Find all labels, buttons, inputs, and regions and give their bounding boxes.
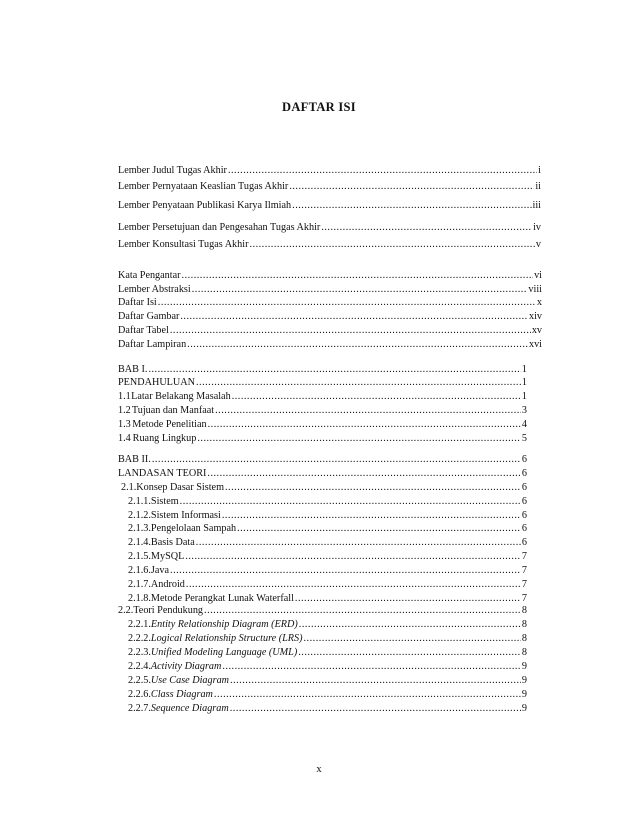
toc-entry[interactable]: [118, 325, 542, 337]
toc-entry[interactable]: [118, 297, 542, 309]
toc-entry[interactable]: [118, 419, 527, 431]
toc-entry-label: Lember Pernyataan Keaslian Tugas Akhir: [118, 181, 289, 192]
toc-entry[interactable]: [118, 661, 527, 673]
toc-entry-page: 9: [521, 675, 527, 686]
toc-entry-page: viii: [528, 284, 542, 295]
toc-entry-number: 2.1.3.: [128, 523, 151, 534]
toc-leader-dots: [298, 647, 521, 659]
toc-entry-number: 2.2.3.: [128, 647, 151, 658]
toc-entry-label: Metode Perangkat Lunak Waterfall: [150, 593, 294, 604]
toc-leader-dots: [295, 593, 521, 605]
toc-entry-page: 1: [521, 364, 527, 375]
toc-entry-page: 1: [521, 377, 527, 388]
toc-entry-page: 6: [521, 537, 527, 548]
toc-leader-dots: [222, 661, 521, 673]
toc-entry-number: 1.3: [118, 419, 131, 430]
toc-leader-dots: [208, 419, 521, 431]
toc-leader-dots: [232, 391, 521, 403]
toc-entry-label: Ruang Lingkup: [132, 433, 197, 444]
toc-leader-dots: [152, 454, 521, 466]
toc-entry[interactable]: [118, 364, 527, 376]
toc-entry-label: Use Case Diagram: [150, 675, 230, 686]
toc-leader-dots: [292, 200, 531, 212]
toc-entry-page: 6: [521, 454, 527, 465]
toc-entry-page: 7: [521, 593, 527, 604]
toc-entry-number: 2.1.8.: [128, 593, 151, 604]
toc-leader-dots: [170, 325, 531, 337]
toc-entry-page: 9: [521, 703, 527, 714]
toc-entry-label: Java: [150, 565, 170, 576]
toc-entry-page: v: [535, 239, 541, 250]
toc-entry-page: iii: [532, 200, 541, 211]
toc-entry-label: Sequence Diagram: [150, 703, 229, 714]
toc-entry[interactable]: [118, 454, 527, 466]
toc-entry-page: 9: [521, 689, 527, 700]
toc-entry-page: 5: [521, 433, 527, 444]
toc-entry-page: 1: [521, 391, 527, 402]
toc-leader-dots: [237, 523, 521, 535]
toc-leader-dots: [197, 433, 521, 445]
page-title: DAFTAR ISI: [282, 100, 356, 114]
toc-entry[interactable]: [118, 391, 527, 403]
toc-entry-page: x: [536, 297, 542, 308]
toc-entry-label: Activity Diagram: [150, 661, 222, 672]
toc-entry-number: 2.2.1.: [128, 619, 151, 630]
toc-entry-page: xvi: [528, 339, 542, 350]
toc-leader-dots: [289, 181, 534, 193]
toc-entry-label: Daftar Gambar: [118, 311, 180, 322]
toc-leader-dots: [228, 165, 537, 177]
toc-leader-dots: [215, 405, 521, 417]
toc-leader-dots: [187, 339, 528, 351]
toc-entry-page: 7: [521, 565, 527, 576]
toc-entry-page: 6: [521, 496, 527, 507]
toc-entry[interactable]: [118, 593, 527, 605]
toc-entry[interactable]: [118, 181, 541, 193]
toc-entry[interactable]: [118, 270, 542, 282]
toc-entry[interactable]: [118, 537, 527, 549]
toc-entry-label: Lember Persetujuan dan Pengesahan Tugas Akhir: [118, 222, 321, 233]
toc-entry-page: 6: [521, 523, 527, 534]
toc-entry-number: 2.2.5.: [128, 675, 151, 686]
toc-entry-label: Basis Data: [150, 537, 195, 548]
toc-entry-number: 2.1.5.: [128, 551, 151, 562]
toc-entry[interactable]: [118, 605, 527, 617]
toc-entry[interactable]: [118, 579, 527, 591]
toc-entry-number: 2.2.2.: [128, 633, 151, 644]
toc-entry-label: BAB I.: [118, 364, 148, 375]
toc-entry-page: 8: [521, 619, 527, 630]
toc-entry-label: Sistem Informasi: [150, 510, 221, 521]
toc-entry-page: xv: [531, 325, 542, 336]
toc-entry-label: LANDASAN TEORI: [118, 468, 207, 479]
toc-entry[interactable]: [118, 523, 527, 535]
toc-leader-dots: [304, 633, 521, 645]
toc-entry-page: 3: [521, 405, 527, 416]
toc-leader-dots: [230, 675, 521, 687]
toc-entry-page: 8: [521, 605, 527, 616]
toc-entry[interactable]: [118, 239, 541, 251]
toc-entry[interactable]: [118, 200, 541, 212]
toc-leader-dots: [186, 579, 521, 591]
toc-leader-dots: [182, 270, 534, 282]
toc-entry-number: 2.2.6.: [128, 689, 151, 700]
toc-leader-dots: [321, 222, 532, 234]
toc-entry-number: 2.2.4.: [128, 661, 151, 672]
toc-entry[interactable]: [118, 468, 527, 480]
toc-leader-dots: [204, 605, 521, 617]
toc-entry-label: Android: [150, 579, 185, 590]
toc-entry-page: 8: [521, 647, 527, 658]
toc-leader-dots: [185, 551, 521, 563]
toc-entry-number: 2.2.: [118, 605, 134, 616]
toc-entry-number: 1.1: [118, 391, 131, 402]
toc-leader-dots: [158, 297, 536, 309]
toc-entry-number: 2.1.: [121, 482, 137, 493]
toc-entry-page: 7: [521, 551, 527, 562]
toc-entry-page: 4: [521, 419, 527, 430]
page-number: x: [316, 764, 322, 775]
toc-leader-dots: [180, 496, 521, 508]
toc-entry-page: 6: [521, 468, 527, 479]
toc-entry[interactable]: [118, 165, 541, 177]
toc-entry-number: 2.1.6.: [128, 565, 151, 576]
toc-entry-label: Logical Relationship Structure (LRS): [150, 633, 303, 644]
toc-entry-label: Pengelolaan Sampah: [150, 523, 237, 534]
toc-entry[interactable]: [118, 689, 527, 701]
toc-entry-label: Daftar Isi: [118, 297, 157, 308]
toc-entry-number: 2.1.7.: [128, 579, 151, 590]
toc-entry[interactable]: [118, 633, 527, 645]
toc-entry-label: Kata Pengantar: [118, 270, 181, 281]
toc-entry-label: Daftar Lampiran: [118, 339, 187, 350]
toc-entry-label: Unified Modeling Language (UML): [150, 647, 298, 658]
toc-entry-page: 9: [521, 661, 527, 672]
toc-entry-label: Lember Judul Tugas Akhir: [118, 165, 227, 176]
toc-entry-label: Class Diagram: [150, 689, 213, 700]
toc-entry-number: 2.1.2.: [128, 510, 151, 521]
toc-leader-dots: [192, 284, 528, 296]
toc-entry[interactable]: [118, 551, 527, 563]
toc-entry-label: Sistem: [150, 496, 179, 507]
toc-entry-label: Konsep Dasar Sistem: [136, 482, 224, 493]
toc-entry-label: Lember Konsultasi Tugas Akhir: [118, 239, 249, 250]
toc-entry[interactable]: [118, 647, 527, 659]
toc-entry-label: MySQL: [150, 551, 185, 562]
toc-entry-label: Entity Relationship Diagram (ERD): [150, 619, 298, 630]
toc-entry-page: i: [538, 165, 541, 176]
toc-entry[interactable]: [118, 284, 542, 296]
toc-entry-page: xiv: [528, 311, 542, 322]
toc-entry-page: iv: [533, 222, 541, 233]
toc-leader-dots: [196, 537, 521, 549]
toc-entry-label: BAB II.: [118, 454, 151, 465]
toc-entry[interactable]: [118, 482, 527, 494]
toc-leader-dots: [225, 482, 521, 494]
toc-entry-number: 2.2.7.: [128, 703, 151, 714]
toc-entry-label: Metode Penelitian: [132, 419, 207, 430]
toc-leader-dots: [214, 689, 521, 701]
toc-entry[interactable]: [118, 675, 527, 687]
toc-entry-number: 1.4: [118, 433, 131, 444]
toc-entry-page: 7: [521, 579, 527, 590]
toc-entry-label: Daftar Tabel: [118, 325, 169, 336]
toc-entry[interactable]: [118, 619, 527, 631]
toc-entry-label: Lember Abstraksi: [118, 284, 191, 295]
toc-entry-number: 1.2: [118, 405, 131, 416]
toc-entry-page: vi: [534, 270, 542, 281]
toc-entry-page: ii: [535, 181, 541, 192]
toc-entry-page: 8: [521, 633, 527, 644]
toc-entry-label: Lember Penyataan Publikasi Karya Ilmiah: [118, 200, 292, 211]
toc-leader-dots: [196, 377, 521, 389]
toc-entry[interactable]: [118, 565, 527, 577]
toc-entry-label: Latar Belakang Masalah: [131, 391, 231, 402]
toc-entry-page: 6: [521, 510, 527, 521]
toc-entry[interactable]: [118, 433, 527, 445]
toc-entry-number: 2.1.1.: [128, 496, 151, 507]
toc-leader-dots: [148, 364, 520, 376]
toc-entry-label: Teori Pendukung: [133, 605, 204, 616]
toc-leader-dots: [222, 510, 521, 522]
toc-entry[interactable]: [118, 339, 542, 351]
toc-entry-label: PENDAHULUAN: [118, 377, 195, 388]
toc-leader-dots: [299, 619, 521, 631]
toc-leader-dots: [180, 311, 528, 323]
toc-leader-dots: [249, 239, 534, 251]
toc-leader-dots: [170, 565, 521, 577]
toc-leader-dots: [230, 703, 521, 715]
toc-entry[interactable]: [118, 222, 541, 234]
toc-entry[interactable]: [118, 405, 527, 417]
toc-entry[interactable]: [118, 703, 527, 715]
toc-entry-number: 2.1.4.: [128, 537, 151, 548]
toc-entry-label: Tujuan dan Manfaat: [131, 405, 215, 416]
toc-entry[interactable]: [118, 311, 542, 323]
toc-entry[interactable]: [118, 510, 527, 522]
toc-entry[interactable]: [118, 496, 527, 508]
toc-entry[interactable]: [118, 377, 527, 389]
toc-entry-page: 6: [521, 482, 527, 493]
toc-leader-dots: [207, 468, 521, 480]
